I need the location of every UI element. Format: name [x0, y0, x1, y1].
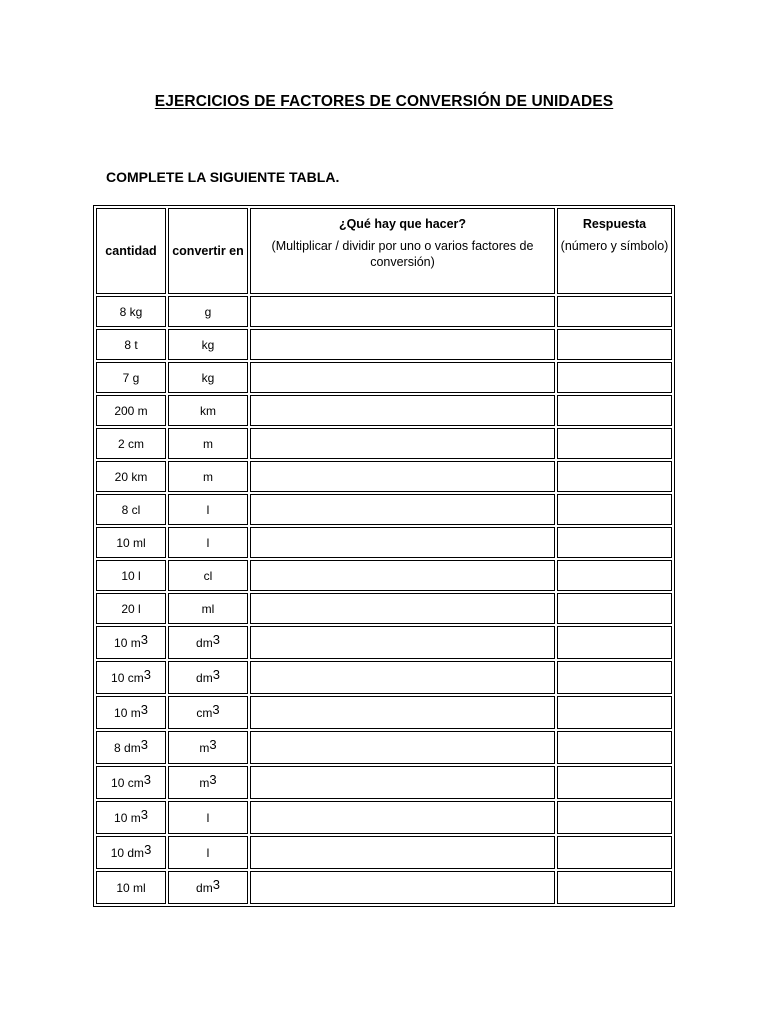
- work-cell[interactable]: [250, 329, 555, 360]
- convertir-cell-value: dm: [196, 636, 213, 650]
- answer-cell[interactable]: [557, 527, 672, 558]
- work-cell[interactable]: [250, 626, 555, 659]
- cantidad-cell: [96, 461, 166, 492]
- cantidad-cell: [96, 296, 166, 327]
- table-row: [96, 626, 672, 659]
- cantidad-cell: [96, 731, 166, 764]
- answer-cell[interactable]: [557, 836, 672, 869]
- convertir-cell-value: cm: [196, 706, 213, 720]
- header-cantidad: [96, 208, 166, 294]
- convertir-cell-value: m: [199, 741, 210, 755]
- table-row: [96, 696, 672, 729]
- convertir-cell-value: cl: [203, 569, 213, 583]
- convertir-cell: [168, 836, 248, 869]
- cantidad-cell-value: 20 km: [114, 470, 148, 484]
- cantidad-cell-value: 10 m: [114, 706, 141, 720]
- cantidad-cell-value: 8 kg: [119, 305, 143, 319]
- header-cantidad-label: cantidad: [105, 244, 157, 258]
- work-cell[interactable]: [250, 871, 555, 904]
- work-cell[interactable]: [250, 836, 555, 869]
- work-cell[interactable]: [250, 362, 555, 393]
- cantidad-cell-value: 10 cm: [111, 776, 144, 790]
- table-row: [96, 527, 672, 558]
- cantidad-cell-value: 20 l: [121, 602, 141, 616]
- answer-cell[interactable]: [557, 395, 672, 426]
- convertir-cell: [168, 593, 248, 624]
- table-row: [96, 494, 672, 525]
- convertir-cell: [168, 560, 248, 591]
- answer-cell[interactable]: [557, 428, 672, 459]
- cantidad-cell-value: 2 cm: [117, 437, 144, 451]
- work-cell[interactable]: [250, 461, 555, 492]
- table-row: [96, 428, 672, 459]
- cantidad-cell: [96, 428, 166, 459]
- answer-cell[interactable]: [557, 626, 672, 659]
- cantidad-cell-value: 10 ml: [116, 536, 146, 550]
- header-respuesta: [557, 208, 672, 294]
- cantidad-cell-exponent: 3: [143, 772, 151, 787]
- cantidad-cell-value: 10 cm: [111, 671, 144, 685]
- cantidad-cell: [96, 836, 166, 869]
- conversion-table: [93, 205, 675, 907]
- convertir-cell-value: l: [206, 503, 210, 517]
- convertir-cell-value: dm: [196, 671, 213, 685]
- header-que-hacer: [250, 208, 555, 294]
- convertir-cell-value: m: [203, 437, 213, 451]
- table-row: [96, 560, 672, 591]
- cantidad-cell-value: 7 g: [122, 371, 140, 385]
- table-row: [96, 766, 672, 799]
- answer-cell[interactable]: [557, 560, 672, 591]
- convertir-cell-exponent: 3: [209, 772, 217, 787]
- document-title: EJERCICIOS DE FACTORES DE CONVERSIÓN DE UNIDADES: [154, 93, 614, 110]
- work-cell[interactable]: [250, 801, 555, 834]
- instruction-text: COMPLETE LA SIGUIENTE TABLA.: [106, 169, 340, 185]
- work-cell[interactable]: [250, 661, 555, 694]
- answer-cell[interactable]: [557, 871, 672, 904]
- answer-cell[interactable]: [557, 731, 672, 764]
- convertir-cell: [168, 296, 248, 327]
- convertir-cell: [168, 696, 248, 729]
- cantidad-cell-value: 8 dm: [114, 741, 141, 755]
- cantidad-cell-value: 10 l: [121, 569, 141, 583]
- cantidad-cell: [96, 329, 166, 360]
- cantidad-cell: [96, 696, 166, 729]
- table-row: [96, 329, 672, 360]
- cantidad-cell-exponent: 3: [140, 632, 148, 647]
- convertir-cell: [168, 661, 248, 694]
- answer-cell[interactable]: [557, 696, 672, 729]
- work-cell[interactable]: [250, 731, 555, 764]
- convertir-cell: [168, 801, 248, 834]
- cantidad-cell-exponent: 3: [140, 807, 148, 822]
- convertir-cell: [168, 527, 248, 558]
- cantidad-cell-value: 10 dm: [110, 846, 145, 860]
- header-respuesta-note: (número y símbolo): [560, 239, 669, 253]
- work-cell[interactable]: [250, 560, 555, 591]
- convertir-cell: [168, 731, 248, 764]
- convertir-cell-value: l: [206, 536, 210, 550]
- table-row: [96, 801, 672, 834]
- convertir-cell: [168, 766, 248, 799]
- convertir-cell-value: g: [204, 305, 212, 319]
- convertir-cell-value: dm: [196, 881, 213, 895]
- work-cell[interactable]: [250, 696, 555, 729]
- cantidad-cell-value: 8 t: [124, 338, 138, 352]
- cantidad-cell: [96, 494, 166, 525]
- cantidad-cell: [96, 593, 166, 624]
- convertir-cell: [168, 461, 248, 492]
- convertir-cell-value: m: [199, 776, 210, 790]
- cantidad-cell: [96, 871, 166, 904]
- table-row: [96, 836, 672, 869]
- cantidad-cell-exponent: 3: [140, 702, 148, 717]
- convertir-cell-exponent: 3: [212, 632, 220, 647]
- header-convertir-en: [168, 208, 248, 294]
- table-row: [96, 461, 672, 492]
- cantidad-cell-exponent: 3: [140, 737, 148, 752]
- cantidad-cell: [96, 626, 166, 659]
- convertir-cell: [168, 428, 248, 459]
- table-row: [96, 362, 672, 393]
- cantidad-cell: [96, 801, 166, 834]
- convertir-cell-value: ml: [201, 602, 215, 616]
- answer-cell[interactable]: [557, 296, 672, 327]
- cantidad-cell-value: 10 m: [114, 636, 141, 650]
- work-cell[interactable]: [250, 593, 555, 624]
- cantidad-cell: [96, 362, 166, 393]
- header-respuesta-title: Respuesta: [582, 217, 647, 231]
- convertir-cell-exponent: 3: [212, 667, 220, 682]
- answer-cell[interactable]: [557, 593, 672, 624]
- convertir-cell: [168, 626, 248, 659]
- work-cell[interactable]: [250, 296, 555, 327]
- table-row: [96, 296, 672, 327]
- work-cell[interactable]: [250, 494, 555, 525]
- cantidad-cell: [96, 395, 166, 426]
- table-row: [96, 593, 672, 624]
- cantidad-cell: [96, 527, 166, 558]
- convertir-cell: [168, 871, 248, 904]
- answer-cell[interactable]: [557, 461, 672, 492]
- convertir-cell-exponent: 3: [209, 737, 217, 752]
- convertir-cell-value: kg: [201, 371, 215, 385]
- header-convertir-en-label: convertir en: [172, 244, 244, 258]
- convertir-cell: [168, 494, 248, 525]
- convertir-cell-exponent: 3: [212, 702, 220, 717]
- answer-cell[interactable]: [557, 494, 672, 525]
- convertir-cell-value: kg: [201, 338, 215, 352]
- header-que-hacer-title: ¿Qué hay que hacer?: [338, 217, 467, 231]
- convertir-cell: [168, 329, 248, 360]
- convertir-cell: [168, 362, 248, 393]
- table-row: [96, 731, 672, 764]
- convertir-cell-exponent: 3: [212, 877, 220, 892]
- table-header-row: [96, 208, 672, 294]
- header-que-hacer-note: (Multiplicar / dividir por uno o varios factores de conversión): [271, 239, 534, 269]
- work-cell[interactable]: [250, 766, 555, 799]
- cantidad-cell-value: 10 m: [114, 811, 141, 825]
- work-cell[interactable]: [250, 428, 555, 459]
- answer-cell[interactable]: [557, 661, 672, 694]
- table-row: [96, 661, 672, 694]
- cantidad-cell-value: 8 cl: [121, 503, 141, 517]
- cantidad-cell-value: 200 m: [114, 404, 148, 418]
- convertir-cell-value: km: [200, 404, 216, 418]
- work-cell[interactable]: [250, 395, 555, 426]
- convertir-cell: [168, 395, 248, 426]
- convertir-cell-value: m: [203, 470, 213, 484]
- answer-cell[interactable]: [557, 801, 672, 834]
- cantidad-cell: [96, 560, 166, 591]
- convertir-cell-value: l: [206, 846, 210, 860]
- answer-cell[interactable]: [557, 329, 672, 360]
- table-row: [96, 395, 672, 426]
- answer-cell[interactable]: [557, 362, 672, 393]
- cantidad-cell-exponent: 3: [144, 842, 152, 857]
- cantidad-cell-exponent: 3: [143, 667, 151, 682]
- answer-cell[interactable]: [557, 766, 672, 799]
- work-cell[interactable]: [250, 527, 555, 558]
- convertir-cell-value: l: [206, 811, 210, 825]
- cantidad-cell: [96, 661, 166, 694]
- cantidad-cell: [96, 766, 166, 799]
- table-row: [96, 871, 672, 904]
- cantidad-cell-value: 10 ml: [116, 881, 146, 895]
- conversion-table-body: [96, 208, 672, 904]
